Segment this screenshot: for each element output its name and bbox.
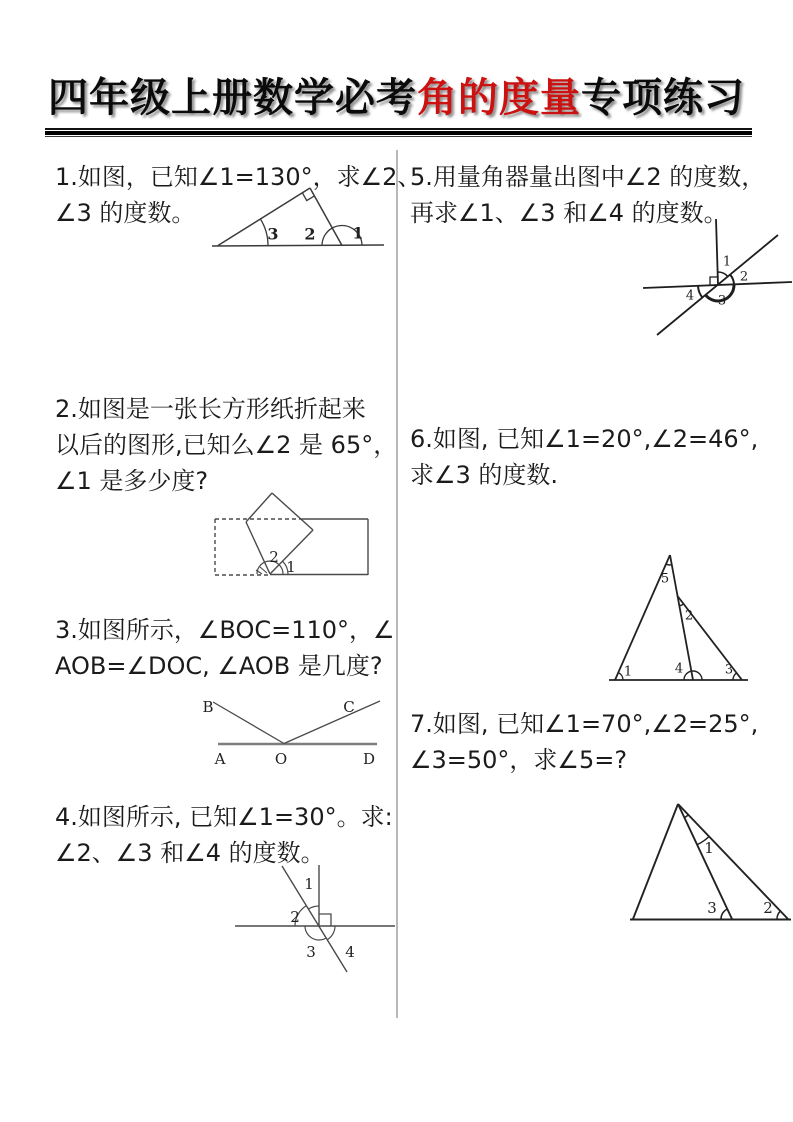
problem-5-line-1: 5.用量角器量出图中∠2 的度数， xyxy=(410,163,766,191)
angle-1-arc xyxy=(618,673,623,680)
problem-2-text xyxy=(55,391,397,499)
angle-2-arc xyxy=(730,275,734,285)
problem-2-line-3: ∠1 是多少度? xyxy=(55,467,209,495)
problem-2-line-2: 以后的图形,已知么∠2 是 65°， xyxy=(55,431,398,459)
right-angle-mark xyxy=(710,277,718,285)
point-A-label: A xyxy=(214,750,226,768)
problem-6-line-2: 求∠3 的度数. xyxy=(410,461,559,489)
hatch-stroke xyxy=(260,567,267,573)
base-line xyxy=(212,245,384,246)
angle-2-label: 2 xyxy=(684,608,694,624)
angle-3-label: 3 xyxy=(707,899,717,917)
problem-1-line-1: 1.如图，已知∠1=130°，求∠2、 xyxy=(55,163,422,191)
problem-4-line-1: 4.如图所示, 已知∠1=30°。求: xyxy=(55,803,393,831)
ray-OB xyxy=(213,702,284,744)
angle-4-arc xyxy=(698,286,703,298)
problem-3-line-1: 3.如图所示，∠BOC=110°，∠ xyxy=(55,616,395,644)
angle-3-arc xyxy=(733,673,737,680)
triangle-left-side xyxy=(633,804,678,919)
angle-3-label: 3 xyxy=(267,224,279,244)
problem-6-figure xyxy=(605,550,755,688)
point-C-label: C xyxy=(343,698,355,716)
problem-5-line-2: 再求∠1、∠3 和∠4 的度数。 xyxy=(410,199,728,227)
angle-1-label: 1 xyxy=(304,875,314,893)
problem-6-line-1: 6.如图, 已知∠1=20°,∠2=46°, xyxy=(410,425,759,453)
cevian-line xyxy=(678,804,732,919)
problem-7-text xyxy=(410,706,758,778)
angle-3-label: 3 xyxy=(306,943,316,961)
problem-1-figure xyxy=(200,182,395,254)
angle-1-label: 1 xyxy=(722,254,732,270)
angle-2-arc xyxy=(322,228,332,246)
angle-4-label: 4 xyxy=(345,943,355,961)
problem-5-figure xyxy=(635,213,793,340)
angle-4-label: 4 xyxy=(674,661,684,677)
angle-1-arc xyxy=(309,906,320,909)
problem-3-line-2: AOB=∠DOC, ∠AOB 是几度? xyxy=(55,652,383,680)
triangle-left-side xyxy=(218,188,310,246)
angle-3-arc xyxy=(721,909,727,919)
problem-2-line-1: 2.如图是一张长方形纸折起来 xyxy=(55,395,366,423)
ray-OC xyxy=(284,701,380,744)
problem-7-figure xyxy=(625,795,793,935)
problem-3-text xyxy=(55,612,395,684)
angle-1-label: 1 xyxy=(286,558,296,576)
problem-7-line-2: ∠3=50°，求∠5=? xyxy=(410,746,628,774)
problem-6-text xyxy=(410,421,758,493)
angle-2-arc xyxy=(777,911,780,919)
angle-2-label: 2 xyxy=(304,224,316,244)
angle-1-label: 1 xyxy=(352,223,364,243)
angle-2-label: 2 xyxy=(739,269,749,285)
angle-5-label: 5 xyxy=(660,571,670,587)
fold-edge-top-left xyxy=(246,493,272,522)
angle-3-label: 3 xyxy=(724,662,734,678)
title-part1: 四年级上册数学必考 xyxy=(48,75,417,121)
angle-1-arc xyxy=(718,272,728,277)
title-rule xyxy=(45,128,752,137)
vertical-ray xyxy=(716,219,718,285)
angle-3-label: 3 xyxy=(717,293,727,309)
fold-edge-top-right xyxy=(272,493,313,530)
apex-arc xyxy=(684,815,688,818)
angle-4-label: 4 xyxy=(685,288,695,304)
fold-edge-left xyxy=(246,522,270,574)
point-D-label: D xyxy=(362,750,376,768)
page-title xyxy=(48,66,745,123)
problem-2-figure xyxy=(210,485,375,582)
problem-7-line-1: 7.如图, 已知∠1=70°,∠2=25°, xyxy=(410,710,759,738)
problem-4-figure xyxy=(230,858,400,980)
title-highlight: 角的度量 xyxy=(417,75,581,121)
point-O-label: O xyxy=(274,750,288,768)
problem-3-figure xyxy=(200,695,385,770)
angle-5-arc xyxy=(666,564,672,565)
angle-2-label: 2 xyxy=(763,899,773,917)
angle-2-label: 2 xyxy=(269,548,279,566)
angle-1-label: 1 xyxy=(704,839,714,857)
angle-4-arc xyxy=(327,926,335,940)
point-B-label: B xyxy=(202,698,214,716)
problem-4-line-2: ∠2、∠3 和∠4 的度数。 xyxy=(55,839,325,867)
right-angle-mark xyxy=(319,914,331,926)
problem-1-line-2: ∠3 的度数。 xyxy=(55,199,196,227)
rule-line-bottom xyxy=(45,136,752,137)
angle-1-label: 1 xyxy=(623,664,633,680)
angle-2-label: 2 xyxy=(290,908,300,926)
title-part2: 专项练习 xyxy=(581,75,745,121)
